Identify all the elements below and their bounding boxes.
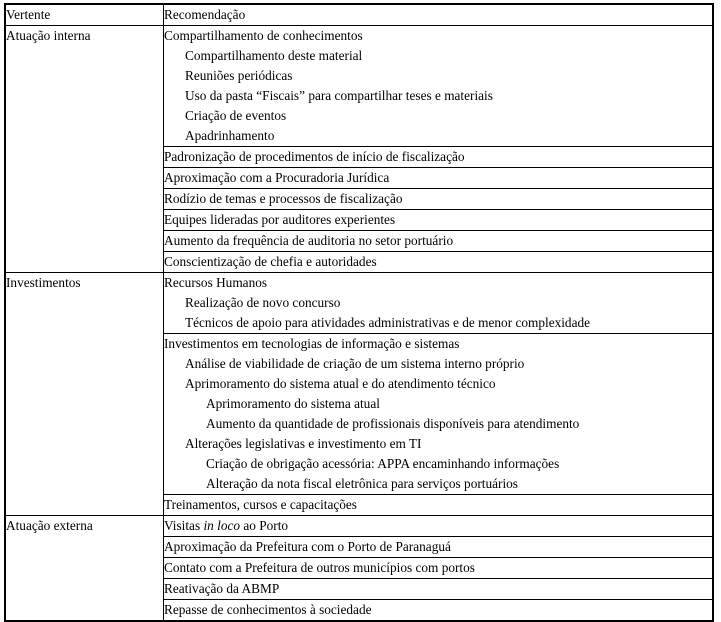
vertente-label: Atuação interna [6, 28, 91, 43]
recomendacao-cell [164, 334, 714, 495]
recomendacao-line: Repasse de conhecimentos à sociedade [164, 602, 372, 617]
recomendacao-cell [164, 26, 714, 147]
recomendacao-line-italic: in loco [203, 518, 241, 533]
recomendacao-line: Análise de viabilidade de criação de um sistema interno próprio [185, 356, 525, 371]
recomendacao-line: Reativação da ABMP [164, 581, 280, 596]
header-label-recomendacao: Recomendação [164, 7, 246, 22]
recomendacao-line: Realização de novo concurso [185, 295, 341, 310]
recomendacao-line: Aumento da quantidade de profissionais disponíveis para atendimento [206, 416, 580, 431]
recomendacao-line: Uso da pasta “Fiscais” para compartilhar teses e materiais [185, 88, 493, 103]
recomendacao-line: Alterações legislativas e investimento em TI [185, 436, 422, 451]
recomendacao-line: Compartilhamento de conhecimentos [164, 28, 363, 43]
recomendacao-line: Investimentos em tecnologias de informação e sistemas [164, 336, 460, 351]
recomendacao-line: Alteração da nota fiscal eletrônica para serviços portuários [206, 476, 518, 491]
recommendations-table-container [4, 3, 714, 622]
recomendacao-line [164, 516, 712, 536]
recomendacao-line-text-tail: ao Porto [240, 518, 289, 533]
recomendacao-cell [164, 558, 714, 579]
recomendacao-line: Rodízio de temas e processos de fiscalização [164, 191, 403, 206]
recomendacao-cell [164, 210, 714, 231]
recomendacao-cell [164, 537, 714, 558]
recomendacao-line: Aproximação da Prefeitura com o Porto de Paranaguá [164, 539, 451, 554]
recommendations-table [4, 3, 714, 622]
header-label-vertente: Vertente [6, 7, 51, 22]
recomendacao-line: Padronização de procedimentos de início de fiscalização [164, 149, 465, 164]
recomendacao-line: Técnicos de apoio para atividades administrativas e de menor complexidade [185, 315, 591, 330]
recomendacao-line: Aprimoramento do sistema atual [206, 396, 380, 411]
table-row [5, 516, 713, 537]
recomendacao-line: Criação de eventos [185, 108, 287, 123]
header-cell-recomendacao [164, 4, 714, 26]
table-row [5, 26, 713, 147]
recomendacao-line: Reuniões periódicas [185, 68, 293, 83]
table-row [5, 273, 713, 334]
recomendacao-line: Aproximação com a Procuradoria Jurídica [164, 170, 390, 185]
recomendacao-line: Compartilhamento deste material [185, 48, 363, 63]
recomendacao-cell [164, 600, 714, 622]
recomendacao-line: Apadrinhamento [185, 128, 275, 143]
vertente-cell [5, 516, 164, 622]
vertente-cell [5, 26, 164, 273]
recomendacao-cell [164, 231, 714, 252]
recomendacao-line: Treinamentos, cursos e capacitações [164, 497, 357, 512]
recomendacao-line: Aumento da frequência de auditoria no setor portuário [164, 233, 454, 248]
recomendacao-cell [164, 579, 714, 600]
recomendacao-cell [164, 495, 714, 516]
table-header-row [5, 4, 713, 26]
recomendacao-line: Aprimoramento do sistema atual e do atendimento técnico [185, 376, 496, 391]
recomendacao-cell [164, 189, 714, 210]
recomendacao-cell [164, 273, 714, 334]
vertente-label: Investimentos [6, 275, 81, 290]
vertente-cell [5, 273, 164, 516]
recomendacao-line: Contato com a Prefeitura de outros municípios com portos [164, 560, 475, 575]
recomendacao-cell [164, 147, 714, 168]
table-body [5, 4, 713, 621]
recomendacao-line: Criação de obrigação acessória: APPA encaminhando informações [206, 456, 560, 471]
recomendacao-line: Equipes lideradas por auditores experientes [164, 212, 396, 227]
vertente-label: Atuação externa [6, 518, 93, 533]
recomendacao-line: Conscientização de chefia e autoridades [164, 254, 377, 269]
recomendacao-line-text: Visitas [164, 518, 204, 533]
recomendacao-line: Recursos Humanos [164, 275, 268, 290]
recomendacao-cell [164, 252, 714, 273]
recomendacao-cell [164, 516, 714, 537]
header-cell-vertente [5, 4, 164, 26]
recomendacao-cell [164, 168, 714, 189]
